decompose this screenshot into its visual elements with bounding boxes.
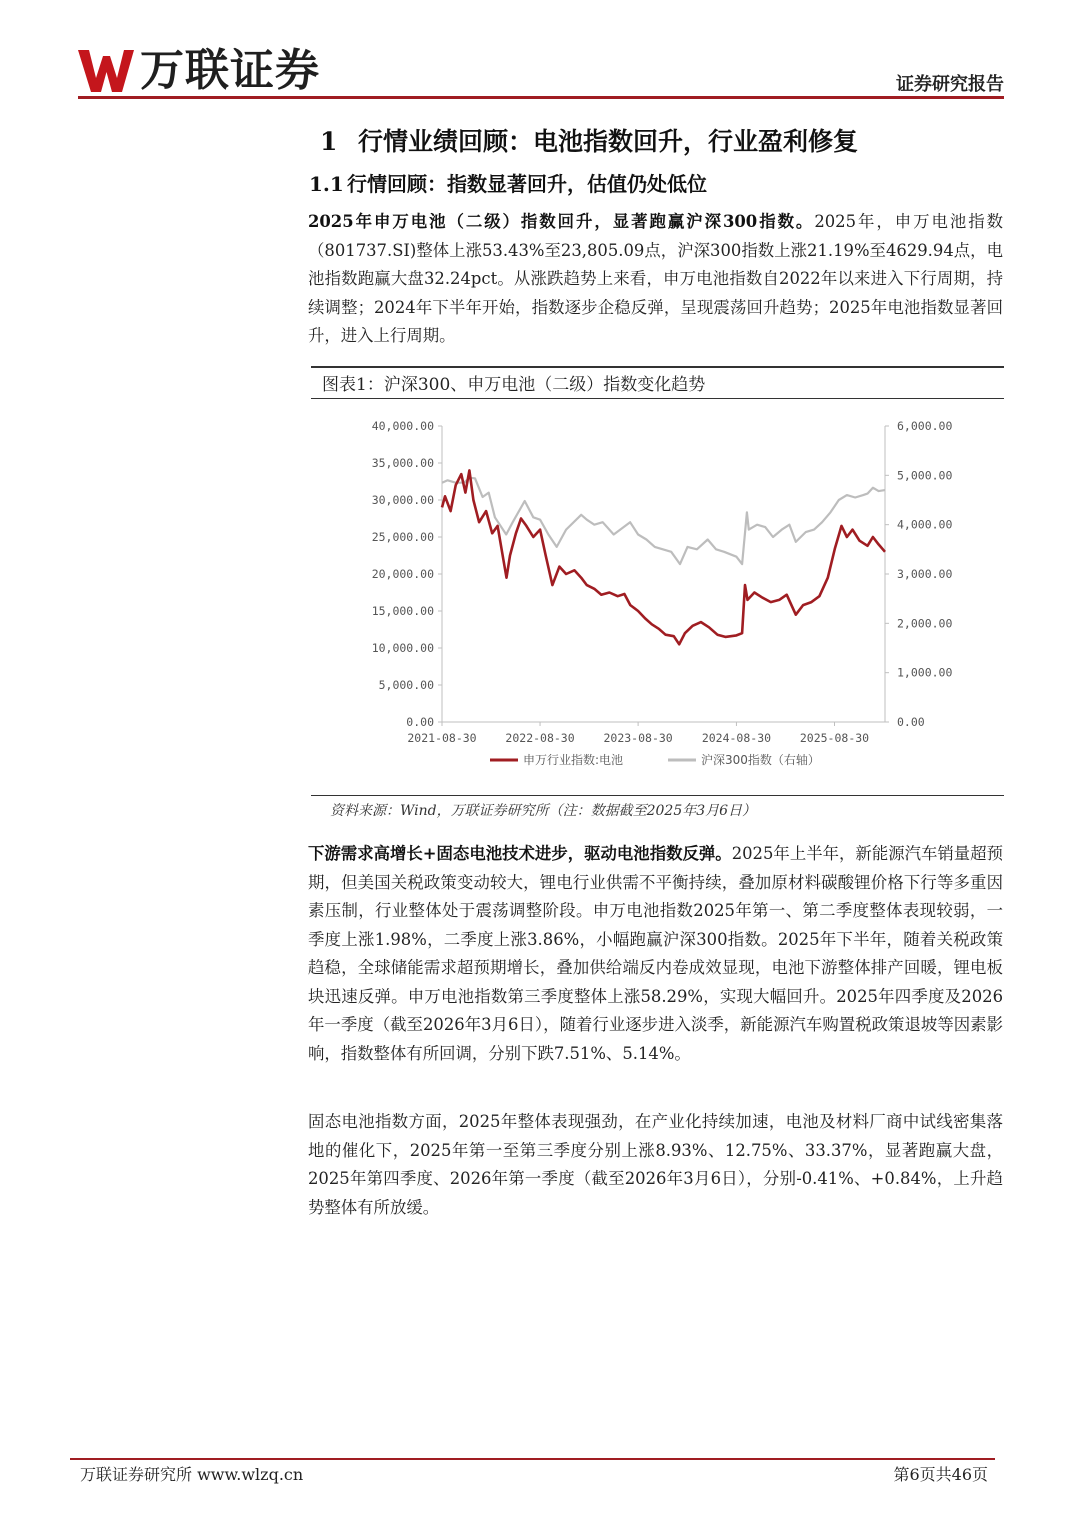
section-1-1-heading <box>309 168 707 197</box>
section-1-1-title: 行情回顾：指数显著回升，估值仍处低位 <box>347 172 707 196</box>
figure-top-rule <box>311 366 1004 368</box>
page-number: 第6页共46页 <box>893 1465 988 1484</box>
footer-site: 万联证券研究所 www.wlzq.cn <box>80 1465 304 1484</box>
figure-bottom-rule <box>311 795 1004 796</box>
x-tick-label: 2022-08-30 <box>505 731 575 745</box>
csi300-series-line <box>442 478 885 564</box>
paragraph-2-body: 2025年上半年，新能源汽车销量超预期，但美国关税政策变动较大，锂电行业供需不平衡持续，叠加原材料碳酸锂价格下行等多重因素压制，行业整体处于震荡调整阶段。申万电池指数2025年第一、第二季度整体表现较弱，一季度上涨1.98%，二季度上涨3.86%，小幅跑赢沪深300指数。2025年下半年，随着关税政策趋稳，全球储能需求超预期增长，叠加供给端反内卷成效显现，电池下游整体排产回暖，锂电板块迅速反弹。申万电池指数第三季度整体上涨58.29%，实现大幅回升。2025年四季度及2026年一季度（截至2026年3月6日），随着行业逐步进入淡季，新能源汽车购置税政策退坡等因素影响，指数整体有所回调，分别下跌7.51%、5.14%。 <box>308 844 1003 1063</box>
section-1-title: 行情业绩回顾：电池指数回升，行业盈利修复 <box>358 127 859 156</box>
right-tick-label: 2,000.00 <box>897 616 953 631</box>
left-tick-label: 25,000.00 <box>371 530 434 544</box>
left-tick-label: 15,000.00 <box>371 604 434 618</box>
right-tick-label: 5,000.00 <box>897 468 953 483</box>
index-trend-chart <box>330 408 990 788</box>
right-tick-label: 6,000.00 <box>897 419 953 433</box>
left-tick-label: 20,000.00 <box>371 567 434 581</box>
brand-logo <box>78 46 320 96</box>
right-tick-label: 1,000.00 <box>897 665 953 680</box>
legend-label: 沪深300指数（右轴） <box>701 753 820 767</box>
left-tick-label: 5,000.00 <box>378 678 434 692</box>
paragraph-1-lead: 2025年申万电池（二级）指数回升，显著跑赢沪深300指数。 <box>308 212 815 231</box>
header-divider <box>78 96 1004 99</box>
right-tick-label: 0.00 <box>897 715 925 729</box>
section-1-1-number: 1.1 <box>309 172 344 196</box>
x-tick-label: 2023-08-30 <box>603 731 673 745</box>
figure-caption-rule <box>311 398 1004 399</box>
paragraph-1-body: 2025年，申万电池指数（801737.SI)整体上涨53.43%至23,805.09点，沪深300指数上涨21.19%至4629.94点，电池指数跑赢大盘32.24pct。从涨跌趋势上来看，申万电池指数自2022年以来进入下行周期，持续调整；2024年下半年开始，指数逐步企稳反弹，呈现震荡回升趋势；2025年电池指数显著回升，进入上行周期。 <box>308 212 1003 345</box>
legend-label: 申万行业指数:电池 <box>523 753 624 767</box>
left-tick-label: 35,000.00 <box>371 456 434 470</box>
figure-caption: 图表1：沪深300、申万电池（二级）指数变化趋势 <box>322 375 706 395</box>
paragraph-2-lead: 下游需求高增长+固态电池技术进步，驱动电池指数反弹。 <box>308 844 732 863</box>
logo-text: 万联证券 <box>140 45 320 96</box>
paragraph-2 <box>308 840 1003 1068</box>
figure-source: 资料来源：Wind，万联证券研究所（注：数据截至2025年3月6日） <box>330 803 757 819</box>
battery-index-series-line <box>442 470 885 644</box>
x-tick-label: 2024-08-30 <box>701 731 772 745</box>
logo-w-icon <box>78 48 134 94</box>
chart-series <box>442 470 885 644</box>
left-tick-label: 10,000.00 <box>371 641 434 655</box>
paragraph-3 <box>308 1108 1003 1222</box>
section-1-heading <box>320 122 858 158</box>
right-tick-label: 3,000.00 <box>897 567 953 581</box>
left-tick-label: 40,000.00 <box>371 419 434 433</box>
left-tick-label: 0.00 <box>406 715 434 729</box>
left-tick-label: 30,000.00 <box>371 493 434 507</box>
x-tick-label: 2021-08-30 <box>407 731 477 745</box>
section-1-number: 1 <box>320 127 338 156</box>
page-header <box>78 46 1004 98</box>
chart-axes <box>372 419 953 745</box>
x-tick-label: 2025-08-30 <box>799 731 870 745</box>
paragraph-3-body: 固态电池指数方面，2025年整体表现强劲，在产业化持续加速，电池及材料厂商中试线密集落地的催化下，2025年第一至第三季度分别上涨8.93%、12.75%、33.37%，显著跑赢大盘，2025年第四季度、2026年第一季度（截至2026年3月6日），分别-0.41%、+0.84%，上升趋势整体有所放缓。 <box>308 1112 1003 1217</box>
right-tick-label: 4,000.00 <box>897 517 953 532</box>
chart-legend <box>490 752 820 767</box>
paragraph-1 <box>308 208 1003 351</box>
footer-divider <box>70 1458 995 1460</box>
report-type-label: 证券研究报告 <box>896 74 1004 95</box>
